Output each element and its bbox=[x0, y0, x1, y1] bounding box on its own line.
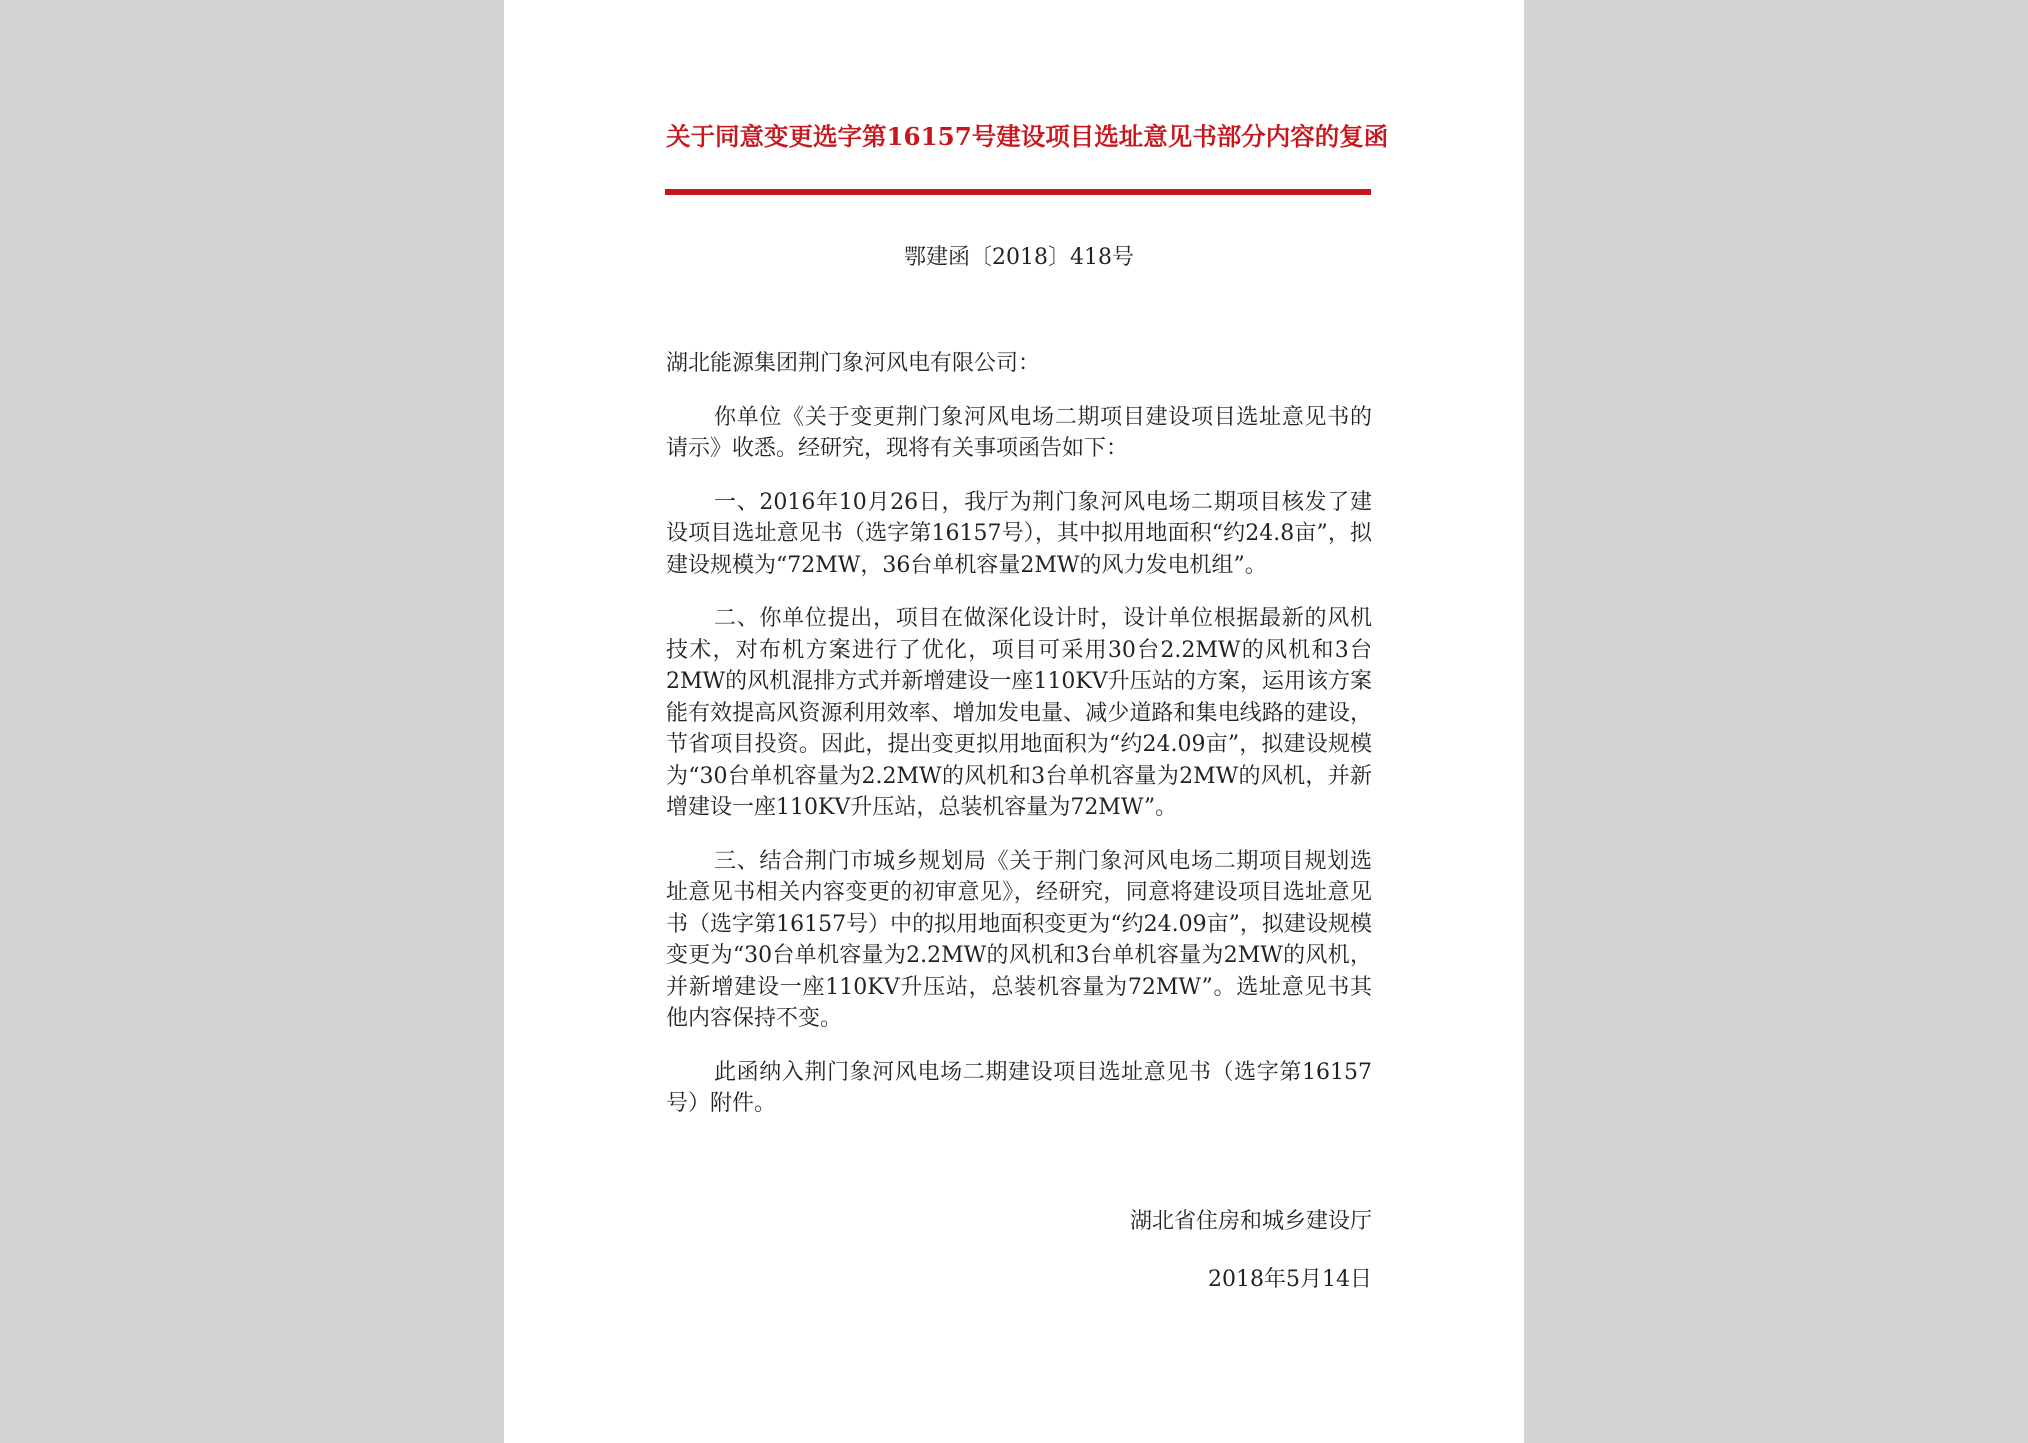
body-paragraph: 三、结合荆门市城乡规划局《关于荆门象河风电场二期项目规划选址意见书相关内容变更的初审意见》，经研究，同意将建设项目选址意见书（选字第16157号）中的拟用地面积变更为“约24.09亩”，拟建设规模变更为“30台单机容量为2.2MW的风机和3台单机容量为2MW的风机，并新增建设一座110KV升压站，总装机容量为72MW”。选址意见书其他内容保持不变。 bbox=[666, 848, 1372, 1031]
body-paragraph: 此函纳入荆门象河风电场二期建设项目选址意见书（选字第16157号）附件。 bbox=[666, 1059, 1372, 1116]
salutation: 湖北能源集团荆门象河风电有限公司： bbox=[666, 351, 1041, 376]
issuing-authority: 湖北省住房和城乡建设厅 bbox=[1129, 1209, 1372, 1234]
document-title: 关于同意变更选字第16157号建设项目选址意见书部分内容的复函 bbox=[666, 122, 1389, 151]
document-number: 鄂建函〔2018〕418号 bbox=[904, 245, 1134, 270]
issue-date: 2018年5月14日 bbox=[1208, 1267, 1372, 1292]
document-page bbox=[504, 0, 1524, 1443]
document-body bbox=[666, 348, 1372, 1142]
body-paragraph: 二、你单位提出，项目在做深化设计时，设计单位根据最新的风机技术，对布机方案进行了优化，项目可采用30台2.2MW的风机和3台2MW的风机混排方式并新增建设一座110KV升压站的方案，运用该方案能有效提高风资源利用效率、增加发电量、减少道路和集电线路的建设，节省项目投资。因此，提出变更拟用地面积为“约24.09亩”，拟建设规模为“30台单机容量为2.2MW的风机和3台单机容量为2MW的风机，并新增建设一座110KV升压站，总装机容量为72MW”。 bbox=[666, 606, 1372, 820]
body-paragraph: 你单位《关于变更荆门象河风电场二期项目建设项目选址意见书的请示》收悉。经研究，现将有关事项函告如下： bbox=[666, 404, 1372, 461]
body-paragraph: 一、2016年10月26日，我厅为荆门象河风电场二期项目核发了建设项目选址意见书（选字第16157号），其中拟用地面积“约24.8亩”，拟建设规模为“72MW，36台单机容量2MW的风力发电机组”。 bbox=[666, 489, 1372, 578]
red-header-rule bbox=[665, 189, 1371, 195]
